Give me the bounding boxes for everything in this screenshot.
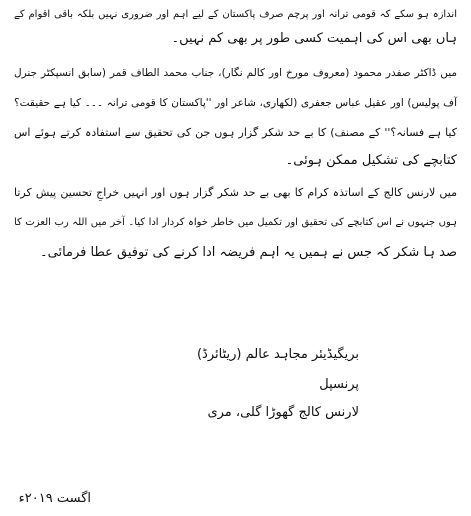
paragraph-3-line-2: ہوں جنہوں نے اس کتابچے کی تحقیق اور تکمیل میں خاطر خواہ کردار ادا کیا۔ آخر میں اللہ رب العزت کا	[14, 217, 457, 228]
document-date: اگست ۲۰۱۹ء	[18, 491, 91, 506]
signature-institution: لارنس کالج گھوڑا گلی، مری	[207, 405, 359, 420]
paragraph-1-line-2: ہاں بھی اس کی اہمیت کسی طور پر بھی کم نہیں۔	[171, 31, 457, 46]
paragraph-3-line-1: میں لارنس کالج کے اساتذہ کرام کا بھی بے حد شکر گزار ہوں اور انہیں خراجِ تحسین پیش کرتا	[14, 186, 457, 199]
paragraph-2-line-4: کتابچے کی تشکیل ممکن ہوئی۔	[285, 153, 457, 168]
paragraph-2-line-1: میں ڈاکٹر صفدر محمود (معروف مورخ اور کالم نگار)، جناب محمد الطاف قمر (سابق انسپکٹر جنرل	[14, 67, 457, 79]
paragraph-2-line-3: کیا ہے فسانہ؟'' کے مصنف) کا بے حد شکر گزار ہوں جن کی تحقیق سے استفادہ کرتے ہوئے اس	[14, 126, 457, 139]
paragraph-3-line-3: صد ہا شکر کہ جس نے ہمیں یہ اہم فریضہ ادا کرنے کی توفیق عطا فرمائی۔	[40, 245, 457, 260]
signature-title: پرنسپل	[319, 377, 359, 392]
signature-name: بریگیڈیئر مجاہد عالم (ریٹائرڈ)	[196, 347, 359, 362]
paragraph-1-line-1: اندازہ ہو سکے کہ قومی ترانہ اور پرچم صرف پاکستان کے لیے اہم اور ضروری نہیں بلکہ باقی اقوام کے	[14, 9, 457, 20]
paragraph-2-line-2: آف پولیس) اور عقیل عباس جعفری (لکھاری، شاعر اور ''پاکستان کا قومی ترانہ ۔۔۔ کیا ہے حقیقت؟	[14, 97, 457, 109]
